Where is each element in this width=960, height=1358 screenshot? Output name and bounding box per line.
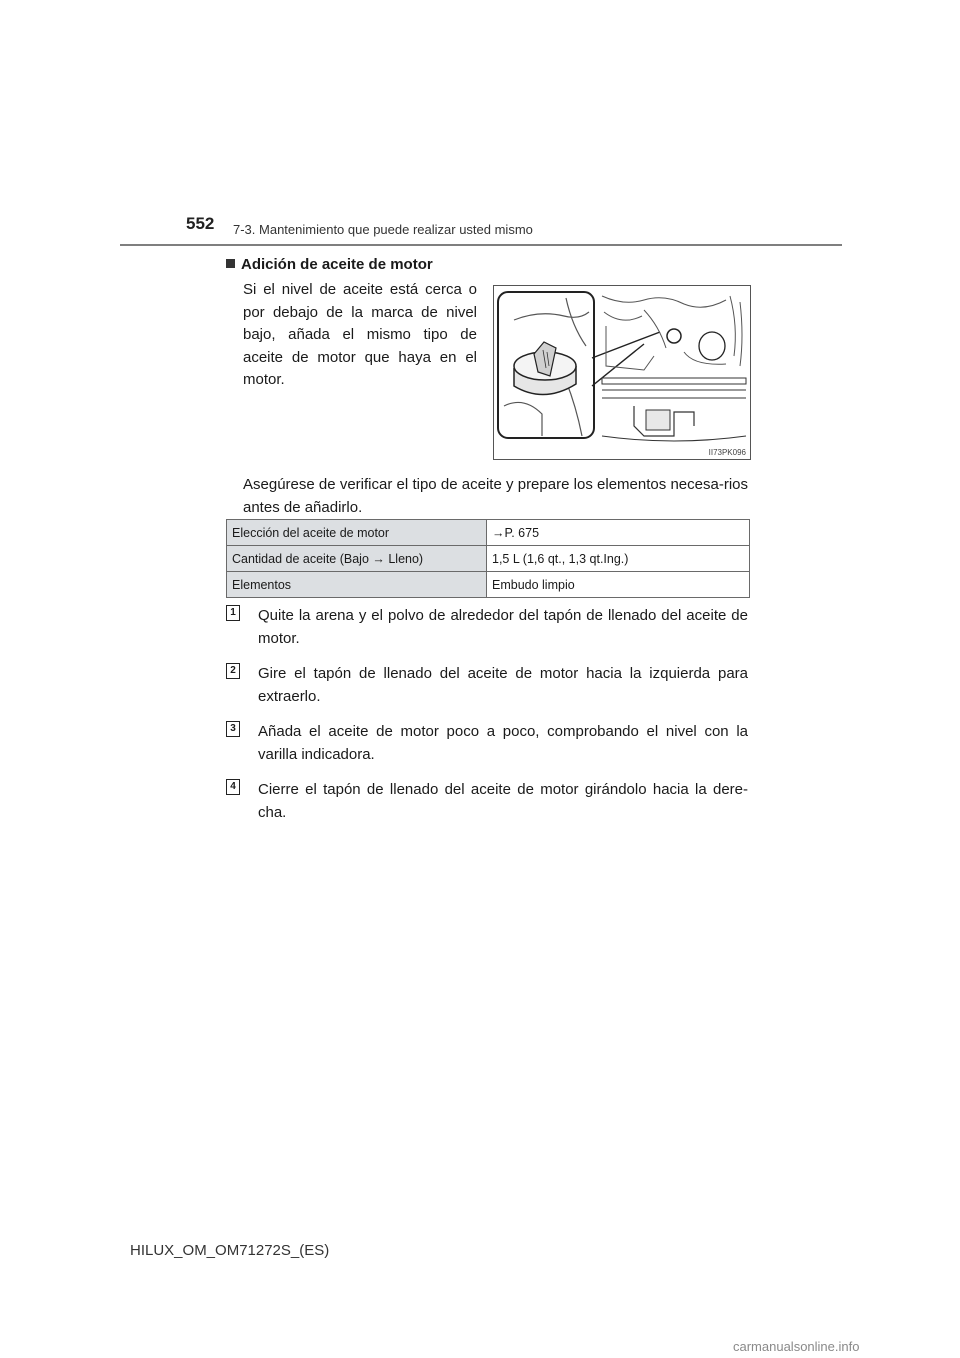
- sub-heading: [226, 256, 433, 273]
- step-text: Gire el tapón de llenado del aceite de motor hacia la izquierda para extraerlo.: [258, 665, 748, 705]
- oil-specs-table: [226, 519, 750, 598]
- step-number-badge: 2: [226, 663, 240, 679]
- figure-code: II73PK096: [708, 448, 746, 457]
- page-number: 552: [186, 214, 215, 233]
- step-text: Añada el aceite de motor poco a poco, comprobando el nivel con la varilla indicadora.: [258, 723, 748, 763]
- step-item: [226, 778, 748, 824]
- table-cell-value: Embudo limpio: [487, 572, 750, 598]
- document-code: HILUX_OM_OM71272S_(ES): [130, 1242, 330, 1259]
- table-row: [227, 520, 750, 546]
- step-number-badge: 3: [226, 721, 240, 737]
- engine-oil-cap-figure: [493, 285, 751, 460]
- sub-heading-text: Adición de aceite de motor: [241, 256, 433, 273]
- table-row: [227, 546, 750, 572]
- intro-paragraph: Si el nivel de aceite está cerca o por debajo de la marca de nivel bajo, añada el mismo tipo de aceite de motor que haya en el motor.: [243, 281, 477, 389]
- table-row: [227, 572, 750, 598]
- header-divider: [120, 244, 842, 246]
- step-number-badge: 1: [226, 605, 240, 621]
- step-text: Cierre el tapón de llenado del aceite de motor girándolo hacia la dere-cha.: [258, 781, 748, 821]
- table-cell-label: Elementos: [227, 572, 487, 598]
- section-title: 7-3. Mantenimiento que puede realizar usted mismo: [233, 222, 533, 237]
- table-cell-label: Elección del aceite de motor: [227, 520, 487, 546]
- bullet-square-icon: [226, 259, 235, 268]
- step-item: [226, 604, 748, 650]
- note-paragraph: Asegúrese de verificar el tipo de aceite y prepare los elementos necesa-rios antes de añadirlo.: [243, 476, 748, 516]
- engine-bay-illustration: [494, 286, 750, 459]
- step-item: [226, 662, 748, 708]
- step-text: Quite la arena y el polvo de alrededor del tapón de llenado del aceite de motor.: [258, 607, 748, 647]
- step-item: [226, 720, 748, 766]
- watermark: carmanualsonline.info: [733, 1339, 860, 1354]
- table-cell-value: →P. 675: [487, 520, 750, 546]
- table-cell-label: Cantidad de aceite (Bajo → Lleno): [227, 546, 487, 572]
- step-number-badge: 4: [226, 779, 240, 795]
- table-cell-value: 1,5 L (1,6 qt., 1,3 qt.Ing.): [487, 546, 750, 572]
- steps-list: [226, 604, 748, 836]
